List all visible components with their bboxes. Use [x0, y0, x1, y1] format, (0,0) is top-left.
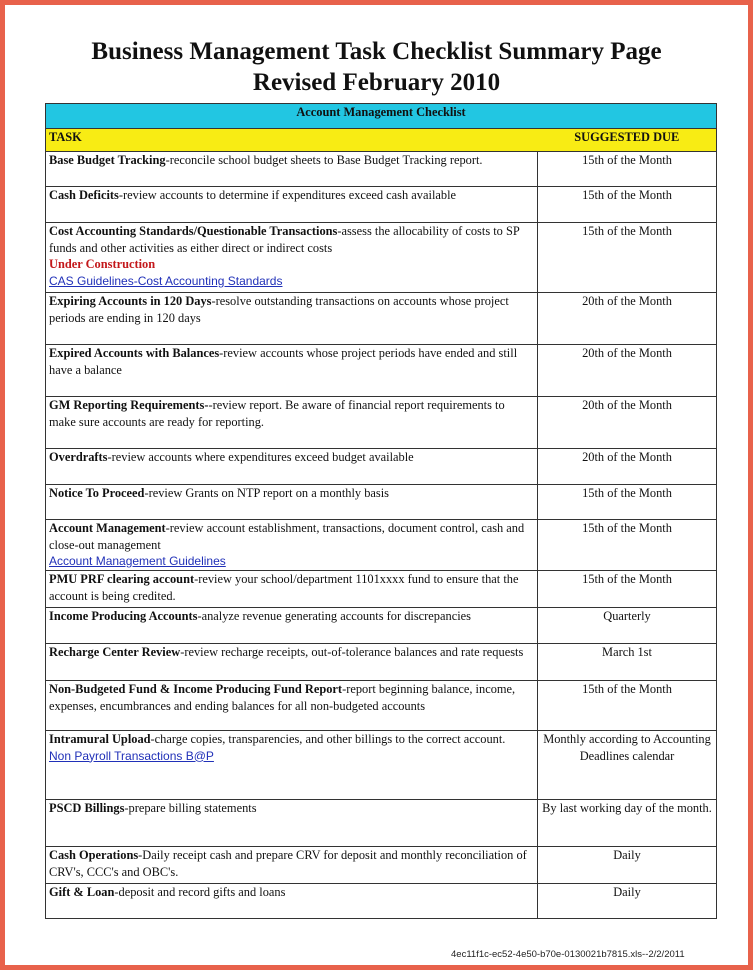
- task-name: PMU PRF clearing account: [49, 572, 195, 586]
- column-header-due: SUGGESTED DUE: [538, 129, 717, 152]
- table-row: [46, 520, 717, 571]
- task-name: Notice To Proceed: [49, 486, 145, 500]
- due-cell: 20th of the Month: [538, 449, 717, 485]
- task-name: Intramural Upload: [49, 732, 151, 746]
- due-cell: 15th of the Month: [538, 223, 717, 293]
- task-cell: [46, 608, 538, 644]
- task-description: -prepare billing statements: [124, 801, 257, 815]
- table-row: [46, 644, 717, 681]
- task-description: -report beginning balance, income, expenses, encumbrances and ending balances for all non-budgeted accounts: [49, 682, 516, 713]
- due-cell: By last working day of the month.: [538, 800, 717, 847]
- task-description: -review Grants on NTP report on a monthly basis: [144, 486, 389, 500]
- task-link[interactable]: Non Payroll Transactions B@P: [49, 748, 214, 763]
- task-cell: [46, 152, 538, 187]
- due-cell: 15th of the Month: [538, 571, 717, 608]
- due-cell: Daily: [538, 847, 717, 884]
- table-row: [46, 681, 717, 731]
- task-cell: [46, 884, 538, 919]
- due-cell: 15th of the Month: [538, 485, 717, 520]
- task-name: Cash Deficits: [49, 188, 119, 202]
- task-description: -resolve outstanding transactions on accounts whose project periods are ending in 120 days: [49, 294, 509, 325]
- task-description: -review your school/department 1101xxxx fund to ensure that the account is being credited.: [49, 572, 519, 603]
- table-row: [46, 800, 717, 847]
- task-name: Income Producing Accounts: [49, 609, 198, 623]
- task-name: PSCD Billings: [49, 801, 125, 815]
- task-description: -deposit and record gifts and loans: [114, 885, 286, 899]
- task-cell: [46, 187, 538, 223]
- due-cell: Monthly according to Accounting Deadlines calendar: [538, 731, 717, 800]
- task-cell: [46, 800, 538, 847]
- task-name: Account Management: [49, 521, 166, 535]
- section-title: Account Management Checklist: [46, 104, 717, 129]
- table-row: [46, 731, 717, 800]
- due-cell: 20th of the Month: [538, 345, 717, 397]
- task-cell: [46, 397, 538, 449]
- task-name: Cash Operations: [49, 848, 139, 862]
- section-header-row: [46, 104, 717, 129]
- task-link[interactable]: CAS Guidelines-Cost Accounting Standards: [49, 273, 283, 288]
- table-row: [46, 449, 717, 485]
- table-row: [46, 293, 717, 345]
- due-cell: March 1st: [538, 644, 717, 681]
- page-title: [5, 36, 748, 98]
- task-cell: [46, 223, 538, 293]
- table-row: [46, 884, 717, 919]
- column-header-row: [46, 129, 717, 152]
- task-note: Under Construction: [49, 257, 156, 271]
- table-row: [46, 187, 717, 223]
- table-row: [46, 571, 717, 608]
- title-line-1: Business Management Task Checklist Summary Page: [91, 38, 662, 65]
- task-cell: [46, 520, 538, 571]
- table-row: [46, 152, 717, 187]
- task-cell: [46, 644, 538, 681]
- task-name: Expiring Accounts in 120 Days: [49, 294, 212, 308]
- due-cell: 20th of the Month: [538, 293, 717, 345]
- table-row: [46, 223, 717, 293]
- column-header-task: TASK: [46, 129, 538, 152]
- task-description: -review recharge receipts, out-of-tolerance balances and rate requests: [180, 645, 524, 659]
- table-row: [46, 847, 717, 884]
- task-description: -review accounts where expenditures exceed budget available: [107, 450, 414, 464]
- task-description: -Daily receipt cash and prepare CRV for deposit and monthly reconciliation of CRV's, CCC's and OBC's.: [49, 848, 527, 879]
- table-row: [46, 345, 717, 397]
- table-row: [46, 397, 717, 449]
- task-name: Cost Accounting Standards/Questionable Transactions: [49, 224, 338, 238]
- task-description: -assess the allocability of costs to SP funds and other activities as either direct or indirect costs: [49, 224, 520, 255]
- table-row: [46, 608, 717, 644]
- task-cell: [46, 681, 538, 731]
- due-cell: Daily: [538, 884, 717, 919]
- task-name: GM Reporting Requirements-: [49, 398, 209, 412]
- task-name: Expired Accounts with Balances: [49, 346, 220, 360]
- task-name: Base Budget Tracking: [49, 153, 166, 167]
- task-description: -review account establishment, transactions, document control, cash and close-out management: [49, 521, 525, 552]
- due-cell: Quarterly: [538, 608, 717, 644]
- task-cell: [46, 345, 538, 397]
- task-name: Recharge Center Review: [49, 645, 181, 659]
- due-cell: 15th of the Month: [538, 187, 717, 223]
- due-cell: 20th of the Month: [538, 397, 717, 449]
- title-line-2: Revised February 2010: [252, 69, 501, 96]
- due-cell: 15th of the Month: [538, 152, 717, 187]
- task-cell: [46, 571, 538, 608]
- task-cell: [46, 847, 538, 884]
- task-cell: [46, 485, 538, 520]
- task-link[interactable]: Account Management Guidelines: [49, 554, 226, 568]
- checklist-table: [45, 103, 717, 919]
- task-name: Gift & Loan: [49, 885, 115, 899]
- task-description: -review report. Be aware of financial report requirements to make sure accounts are ready for reporting.: [49, 398, 505, 429]
- task-description: -review accounts to determine if expenditures exceed cash available: [118, 188, 457, 202]
- task-cell: [46, 731, 538, 800]
- task-description: -review accounts whose project periods have ended and still have a balance: [49, 346, 518, 377]
- task-description: -reconcile school budget sheets to Base Budget Tracking report.: [165, 153, 483, 167]
- file-reference: 4ec11f1c-ec52-4e50-b70e-0130021b7815.xls--2/2/2011: [451, 949, 685, 960]
- task-cell: [46, 293, 538, 345]
- task-cell: [46, 449, 538, 485]
- table-row: [46, 485, 717, 520]
- task-description: -charge copies, transparencies, and other billings to the correct account.: [150, 732, 506, 746]
- task-name: Overdrafts: [49, 450, 108, 464]
- due-cell: 15th of the Month: [538, 520, 717, 571]
- due-cell: 15th of the Month: [538, 681, 717, 731]
- task-description: -analyze revenue generating accounts for discrepancies: [197, 609, 471, 623]
- task-name: Non-Budgeted Fund & Income Producing Fund Report: [49, 682, 343, 696]
